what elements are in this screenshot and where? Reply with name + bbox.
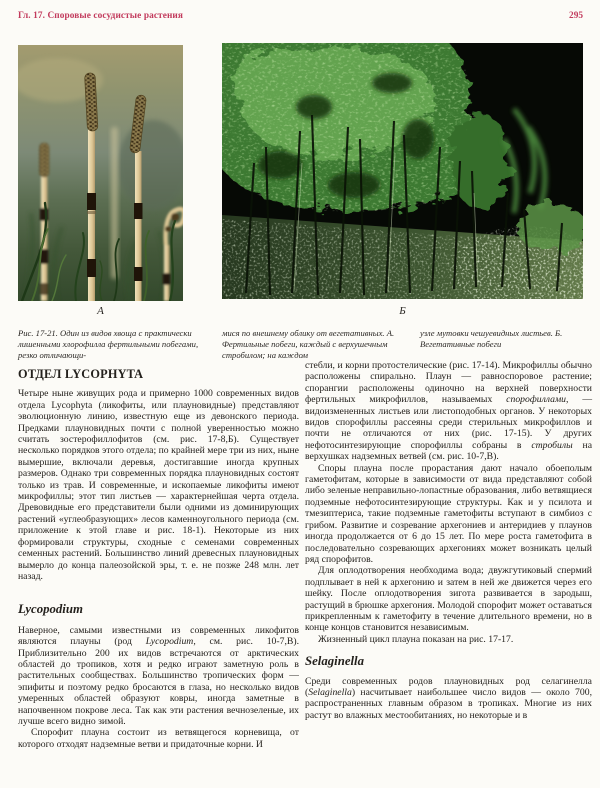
photo-b-label: Б <box>399 305 406 317</box>
paragraph: Наверное, самыми известными из современных ликофитов являются плауны (род Lycopodium, см. рис. 10-7,В). Приблизительно 200 их видов встречаются от арктических областей до тропиков, хотя и редко играют заметную роль в растительных сообществах. Большинство тропических форм — эпифиты и поэтому редко бросаются в глаза, но несколько видов умеренных областей образуют ковры, иногда заметные в напочвенном покрове леса. Так как эти растения вечнозеленые, их лучше всего видно зимой. <box>18 624 299 727</box>
paragraph: Спорофит плауна состоит из ветвящегося корневища, от которого отходят надземные ветви и придаточные корни. И <box>18 727 299 750</box>
horsetail-fertile-shoots-image <box>18 45 183 301</box>
section-body <box>18 388 299 582</box>
photo-vegetative-shoots <box>222 43 583 299</box>
subheading-selaginella: Selaginella <box>305 654 365 669</box>
page-number: 295 <box>569 11 583 21</box>
photo-a-label: А <box>97 305 104 317</box>
lycopodium-body <box>18 625 299 750</box>
figure-caption-col2: мися по внешнему облику от вегетативных. А. Фертильные побеги, каждый с верхушечным стробилом; на каждом <box>222 328 395 360</box>
column-body <box>305 360 592 645</box>
text-column-right <box>305 360 592 721</box>
paragraph: стебли, и корни протостелические (рис. 17-14). Микрофиллы обычно расположены спирально. Плаун — равноспоровое растение; спорангии расположены одиночно на верхней поверхности фертильных микрофиллов, называемых спорофиллами, — видоизмененных листьев или листоподобных органов. У некоторых видов спорофиллы рассеяны среди стерильных микрофиллов и почти не отличаются от них (рис. 17-15). У других нефотосинтезирующие спорофиллы собраны в стробилы на верхушках надземных ветвей (см. рис. 10-7,В). <box>305 360 593 463</box>
paragraph: Четыре ныне живущих рода и примерно 1000 современных видов отдела Lycophyta (ликофиты, или плауновидные) представляют эволюционную линию, известную еще из девонского периода. Предками плауновидных почти с полной уверенностью можно считать зостерофиллофитов (см. рис. 17-8,Б). Существует несколько порядков этого отдела; по крайней мере три из них, ныне вымершие, включали деревья, достигавшие иногда крупных размеров. Однако три современных порядка плауновидных состоят только из трав. И современные, и ископаемые ликофиты имеют микрофиллы; этот тип листьев — характернейшая черта отдела. Древовидные его представители были одними из доминирующих растений «углеобразующих» лесов каменноугольного периода (см. приложение к этой главе и рис. 18-1). Некоторые из них формировали структуры, сходные с семенами современных семенных растений. Большинство линий древесных плауновидных вымерло до конца палеозойской эры, т. е. не позже 248 млн. лет назад. <box>18 388 299 582</box>
figure-caption-col3: узле мутовки чешуевидных листьев. Б. Вегетативные побеги <box>420 328 563 349</box>
chapter-title: Гл. 17. Споровые сосудистые растения <box>18 11 183 21</box>
horsetail-vegetative-shoots-image <box>222 43 583 299</box>
figure-caption-col1: Рис. 17-21. Один из видов хвоща с практически лишенными хлорофилла фертильными побегами, резко отличающи- <box>18 328 199 360</box>
paragraph: Для оплодотворения необходима вода; двужгутиковый спермий подплывает в ней к архегонию и затем в ней же движется через его шейку. После оплодотворения зигота развивается в зародыш, растущий в брюшке архегония. Молодой спорофит может оставаться прикрепленным к гаметофиту в течение длительного времени, но в конце концов становится независимым. <box>305 565 592 634</box>
subheading-lycopodium: Lycopodium <box>18 602 83 617</box>
section-title: ОТДЕЛ LYCOPHYTA <box>18 367 144 381</box>
paragraph: Среди современных родов плауновидных род селагинелла (Selaginella) насчитывает наибольшее число видов — около 700, распространенных главным образом в тропиках. Многие из них растут во влажных местообитаниях, но некоторые и в <box>305 675 592 721</box>
paragraph: Жизненный цикл плауна показан на рис. 17-17. <box>318 633 514 645</box>
text-column-left <box>18 369 299 750</box>
paragraph: Споры плауна после прорастания дают начало обоеполым гаметофитам, которые в зависимости от вида представляют собой либо зеленые неправильно-лопастные образования, либо ветвящиеся подземные нефотосинтезирующие структуры. Как и у псилота и тмезиптериса, такие подземные гаметофиты вступают в симбиоз с грибом. Развитие и созревание архегониев и антеридиев у плаунов иногда продолжается от 6 до 15 лет. По мере роста гаметофита в последовательно созревающих архегониях может возникать целый ряд спорофитов. <box>305 462 592 565</box>
photo-fertile-shoots <box>18 45 183 301</box>
selaginella-body <box>305 676 592 722</box>
